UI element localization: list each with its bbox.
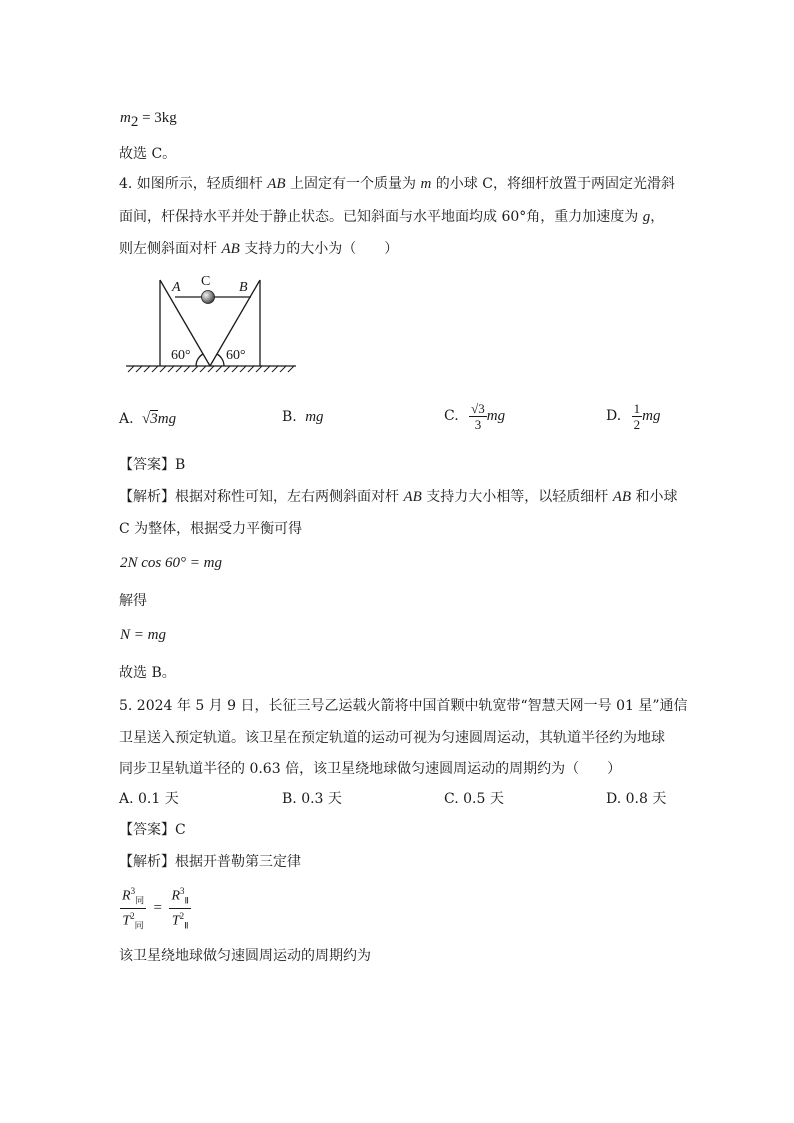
angle-arc-left: [196, 354, 203, 366]
q5-stem-line-3: 同步卫星轨道半径的 0.63 倍，该卫星绕地球做匀速圆周运动的周期约为（ ）: [119, 761, 622, 777]
q5-tail: 该卫星绕地球做匀速圆周运动的周期约为: [119, 948, 371, 964]
q5-option-a: A. 0.1 天: [119, 791, 179, 807]
q4-solve-label: 解得: [119, 593, 147, 609]
angle-arc-right: [217, 354, 224, 366]
previous-equation: $m_2 = 3kg$: [120, 110, 177, 130]
angle-label-right: 60°: [226, 348, 246, 363]
angle-label-left: 60°: [171, 348, 191, 363]
q4-option-a: A. √3mg: [119, 411, 177, 427]
q5-option-d: D. 0.8 天: [606, 791, 667, 807]
q4-option-d: D. $\frac{1}{2}$ mg: [606, 401, 661, 432]
q4-stem-line-1: 4. 如图所示，轻质细杆 AB 上固定有一个质量为 m 的小球 C，将细杆放置于两固定光滑斜: [119, 176, 675, 192]
q4-equation-1: 2N cos 60° = mg: [120, 555, 222, 571]
q5-option-c: C. 0.5 天: [444, 791, 504, 807]
q4-analysis-line-1: 【解析】根据对称性可知，左右两侧斜面对杆 AB 支持力大小相等，以轻质细杆 AB 和小球: [119, 489, 678, 505]
ground-hatching: [128, 366, 294, 372]
q4-equation-2: N = mg: [120, 627, 166, 643]
q5-option-b: B. 0.3 天: [282, 791, 342, 807]
q4-option-c: C. $\frac{√3}{3}$ mg: [444, 401, 506, 432]
q4-analysis-line-2: C 为整体，根据受力平衡可得: [119, 521, 303, 537]
ball-c: [202, 291, 215, 304]
q5-stem-line-1: 5. 2024 年 5 月 9 日，长征三号乙运载火箭将中国首颗中轨宽带“智慧天网一号 01 星”通信: [119, 698, 688, 714]
previous-conclusion: 故选 C。: [119, 146, 177, 162]
q5-analysis: 【解析】根据开普勒第三定律: [119, 854, 301, 870]
label-a: A: [172, 280, 181, 295]
q4-stem-line-2: 面间，杆保持水平并处于静止状态。已知斜面与水平地面均成 60°角，重力加速度为 g，: [119, 209, 665, 225]
q4-option-b: B. mg: [282, 409, 324, 425]
q4-conclusion: 故选 B。: [119, 665, 176, 681]
q4-answer: 【答案】B: [119, 457, 186, 473]
label-b: B: [239, 280, 248, 295]
inclined-planes-figure: [122, 270, 302, 378]
q4-stem-line-3: 则左侧斜面对杆 AB 支持力的大小为（ ）: [119, 241, 399, 257]
q5-stem-line-2: 卫星送入预定轨道。该卫星在预定轨道的运动可视为匀速圆周运动，其轨道半径约为地球: [119, 730, 665, 746]
label-c: C: [201, 274, 211, 289]
q5-answer: 【答案】C: [119, 822, 186, 838]
kepler-equation: $\frac{R^3_同}{T^2_同}$ = $\frac{R^3_Ⅱ}{T^2_Ⅱ}$: [122, 886, 189, 931]
